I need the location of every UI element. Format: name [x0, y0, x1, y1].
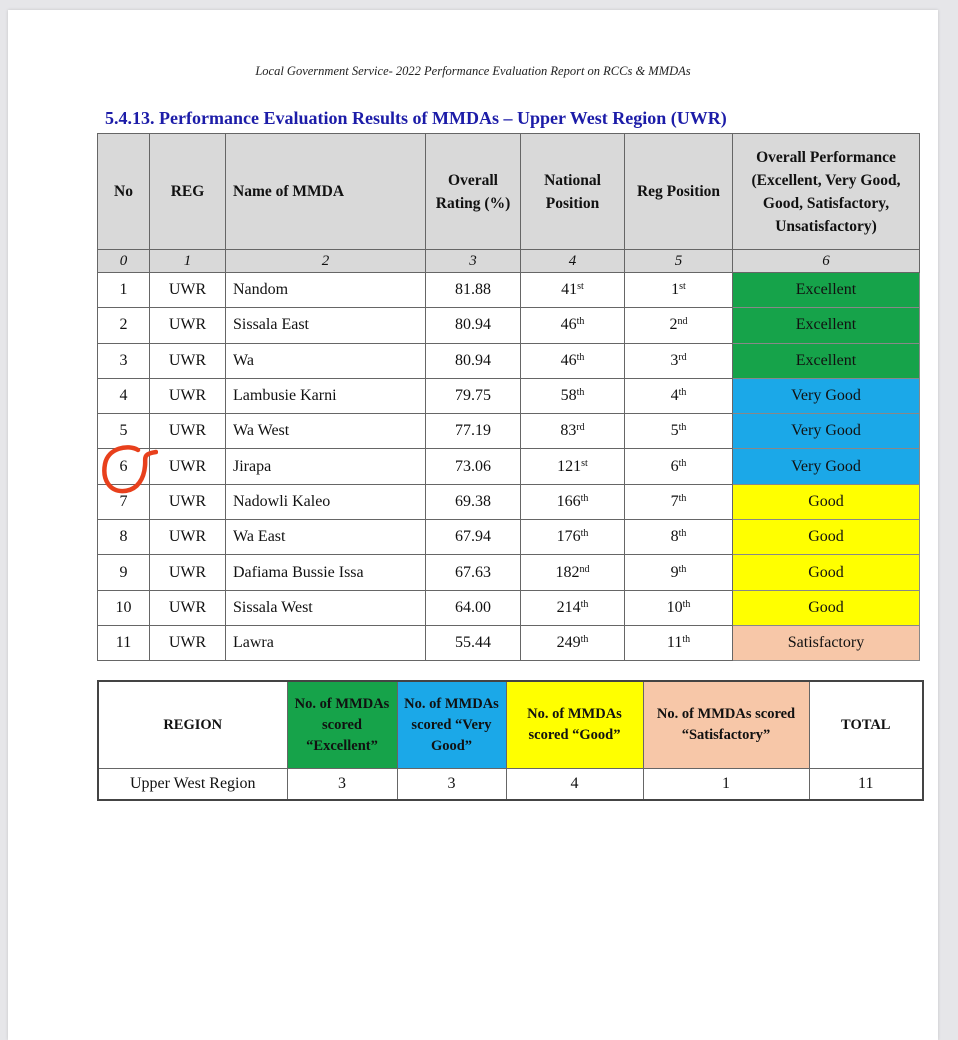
- cell-overall-performance: Very Good: [733, 414, 920, 449]
- national-position-value: 83: [560, 422, 577, 440]
- national-position-value: 249: [556, 634, 581, 652]
- index-cell: 2: [226, 250, 426, 273]
- cell-no: 6: [98, 449, 150, 484]
- cell-reg: UWR: [150, 414, 226, 449]
- cell-overall-performance: Very Good: [733, 449, 920, 484]
- summary-table: [97, 680, 924, 801]
- cell-overall-performance: Very Good: [733, 378, 920, 413]
- reg-position-value: 4: [670, 387, 679, 405]
- cell-overall-performance: Excellent: [733, 308, 920, 343]
- national-position-suffix: nd: [579, 563, 590, 575]
- national-position-value: 41: [561, 281, 578, 299]
- cell-name: Dafiama Bussie Issa: [226, 555, 426, 590]
- cell-rating: 64.00: [426, 590, 521, 625]
- reg-position-value: 7: [670, 492, 679, 510]
- cell-reg-position: [625, 378, 733, 413]
- cell-reg: UWR: [150, 378, 226, 413]
- national-position-value: 121: [557, 457, 582, 475]
- summary-header-satisfactory: No. of MMDAs scored “Satisfactory”: [643, 681, 809, 769]
- cell-reg-position: [625, 484, 733, 519]
- cell-name: Wa West: [226, 414, 426, 449]
- reg-position-value: 9: [670, 563, 679, 581]
- index-cell: 0: [98, 250, 150, 273]
- cell-national-position: [521, 449, 625, 484]
- cell-national-position: [521, 308, 625, 343]
- cell-overall-performance: Good: [733, 484, 920, 519]
- cell-no: 1: [98, 273, 150, 308]
- national-position-suffix: th: [580, 598, 589, 610]
- cell-no: 7: [98, 484, 150, 519]
- cell-national-position: [521, 625, 625, 660]
- reg-position-value: 8: [670, 528, 679, 546]
- cell-reg: UWR: [150, 484, 226, 519]
- table-row: [98, 378, 920, 413]
- summary-very-good-count: 3: [397, 769, 506, 801]
- cell-name: Sissala East: [226, 308, 426, 343]
- cell-national-position: [521, 555, 625, 590]
- cell-no: 11: [98, 625, 150, 660]
- handdrawn-circle-annotation: [98, 442, 158, 498]
- cell-overall-performance: Satisfactory: [733, 625, 920, 660]
- cell-rating: 79.75: [426, 378, 521, 413]
- cell-national-position: [521, 273, 625, 308]
- cell-reg: UWR: [150, 590, 226, 625]
- cell-rating: 81.88: [426, 273, 521, 308]
- cell-name: Lambusie Karni: [226, 378, 426, 413]
- summary-header-total: TOTAL: [809, 681, 923, 769]
- section-title: 5.4.13. Performance Evaluation Results of MMDAs – Upper West Region (UWR): [105, 108, 727, 128]
- reg-position-suffix: th: [678, 457, 687, 469]
- table-row: [98, 520, 920, 555]
- summary-row: [98, 769, 923, 801]
- reg-position-suffix: rd: [678, 351, 687, 363]
- index-cell: 5: [625, 250, 733, 273]
- col-header-national-position: National Position: [521, 134, 625, 250]
- national-position-suffix: rd: [576, 422, 585, 434]
- cell-name: Nadowli Kaleo: [226, 484, 426, 519]
- national-position-suffix: th: [580, 634, 589, 646]
- summary-region: Upper West Region: [98, 769, 287, 801]
- reg-position-value: 6: [670, 457, 679, 475]
- cell-name: Nandom: [226, 273, 426, 308]
- national-position-suffix: th: [580, 528, 589, 540]
- cell-national-position: [521, 343, 625, 378]
- table-row: [98, 625, 920, 660]
- cell-reg: UWR: [150, 520, 226, 555]
- cell-rating: 69.38: [426, 484, 521, 519]
- cell-rating: 73.06: [426, 449, 521, 484]
- cell-rating: 55.44: [426, 625, 521, 660]
- index-cell: 3: [426, 250, 521, 273]
- index-cell: 6: [733, 250, 920, 273]
- table-row: [98, 343, 920, 378]
- cell-reg: UWR: [150, 449, 226, 484]
- reg-position-value: 1: [671, 281, 680, 299]
- cell-rating: 67.63: [426, 555, 521, 590]
- table-row: [98, 484, 920, 519]
- cell-rating: 80.94: [426, 343, 521, 378]
- national-position-suffix: th: [576, 387, 585, 399]
- cell-no: 5: [98, 414, 150, 449]
- col-header-rating: Overall Rating (%): [426, 134, 521, 250]
- cell-national-position: [521, 484, 625, 519]
- cell-reg: UWR: [150, 273, 226, 308]
- cell-reg: UWR: [150, 625, 226, 660]
- summary-header-region: REGION: [98, 681, 287, 769]
- col-header-reg: REG: [150, 134, 226, 250]
- cell-reg: UWR: [150, 308, 226, 343]
- summary-header-excellent: No. of MMDAs scored “Excellent”: [287, 681, 397, 769]
- national-position-value: 58: [560, 387, 577, 405]
- reg-position-value: 11: [666, 634, 683, 652]
- table-row: [98, 273, 920, 308]
- cell-reg: UWR: [150, 555, 226, 590]
- national-position-value: 176: [556, 528, 581, 546]
- national-position-value: 166: [556, 492, 581, 510]
- cell-name: Jirapa: [226, 449, 426, 484]
- cell-national-position: [521, 590, 625, 625]
- table-row: [98, 555, 920, 590]
- reg-position-suffix: th: [678, 422, 687, 434]
- cell-national-position: [521, 414, 625, 449]
- summary-good-count: 4: [506, 769, 643, 801]
- reg-position-value: 2: [669, 316, 678, 334]
- cell-reg: UWR: [150, 343, 226, 378]
- cell-name: Wa: [226, 343, 426, 378]
- cell-reg-position: [625, 590, 733, 625]
- col-header-reg-position: Reg Position: [625, 134, 733, 250]
- reg-position-suffix: th: [678, 528, 687, 540]
- summary-excellent-count: 3: [287, 769, 397, 801]
- cell-reg-position: [625, 308, 733, 343]
- cell-no: 2: [98, 308, 150, 343]
- cell-name: Sissala West: [226, 590, 426, 625]
- reg-position-value: 5: [670, 422, 679, 440]
- cell-no: 10: [98, 590, 150, 625]
- cell-reg-position: [625, 414, 733, 449]
- cell-rating: 77.19: [426, 414, 521, 449]
- cell-reg-position: [625, 273, 733, 308]
- cell-reg-position: [625, 625, 733, 660]
- reg-position-suffix: th: [678, 387, 687, 399]
- reg-position-value: 3: [670, 351, 679, 369]
- summary-header-very-good: No. of MMDAs scored “Very Good”: [397, 681, 506, 769]
- cell-reg-position: [625, 449, 733, 484]
- national-position-value: 46: [560, 316, 577, 334]
- reg-position-suffix: th: [682, 598, 691, 610]
- national-position-value: 182: [555, 563, 580, 581]
- col-header-overall-performance: Overall Performance (Excellent, Very Good, Good, Satisfactory, Unsatisfactory): [733, 134, 920, 250]
- reg-position-suffix: th: [678, 492, 687, 504]
- cell-overall-performance: Good: [733, 555, 920, 590]
- cell-overall-performance: Excellent: [733, 273, 920, 308]
- cell-overall-performance: Good: [733, 520, 920, 555]
- running-header: Local Government Service- 2022 Performance Evaluation Report on RCCs & MMDAs: [255, 64, 691, 78]
- index-row: [98, 250, 920, 273]
- national-position-suffix: st: [577, 281, 584, 293]
- cell-reg-position: [625, 520, 733, 555]
- cell-rating: 80.94: [426, 308, 521, 343]
- cell-reg-position: [625, 343, 733, 378]
- table-row: [98, 414, 920, 449]
- reg-position-value: 10: [666, 598, 683, 616]
- cell-overall-performance: Excellent: [733, 343, 920, 378]
- performance-table: [97, 133, 920, 661]
- national-position-suffix: st: [581, 457, 588, 469]
- col-header-no: No: [98, 134, 150, 250]
- national-position-suffix: th: [576, 316, 585, 328]
- cell-no: 4: [98, 378, 150, 413]
- cell-rating: 67.94: [426, 520, 521, 555]
- national-position-suffix: th: [580, 492, 589, 504]
- reg-position-suffix: nd: [677, 316, 688, 328]
- reg-position-suffix: th: [678, 563, 687, 575]
- index-cell: 1: [150, 250, 226, 273]
- cell-reg-position: [625, 555, 733, 590]
- cell-no: 3: [98, 343, 150, 378]
- cell-national-position: [521, 520, 625, 555]
- reg-position-suffix: th: [682, 634, 691, 646]
- cell-no: 9: [98, 555, 150, 590]
- national-position-value: 214: [556, 598, 581, 616]
- table-row: [98, 308, 920, 343]
- table-row: [98, 590, 920, 625]
- reg-position-suffix: st: [679, 281, 686, 293]
- summary-total: 11: [809, 769, 923, 801]
- index-cell: 4: [521, 250, 625, 273]
- cell-no: 8: [98, 520, 150, 555]
- national-position-value: 46: [560, 351, 577, 369]
- cell-overall-performance: Good: [733, 590, 920, 625]
- cell-name: Lawra: [226, 625, 426, 660]
- cell-name: Wa East: [226, 520, 426, 555]
- table-row: [98, 449, 920, 484]
- national-position-suffix: th: [576, 351, 585, 363]
- col-header-name: Name of MMDA: [226, 134, 426, 250]
- summary-satisfactory-count: 1: [643, 769, 809, 801]
- summary-header-good: No. of MMDAs scored “Good”: [506, 681, 643, 769]
- cell-national-position: [521, 378, 625, 413]
